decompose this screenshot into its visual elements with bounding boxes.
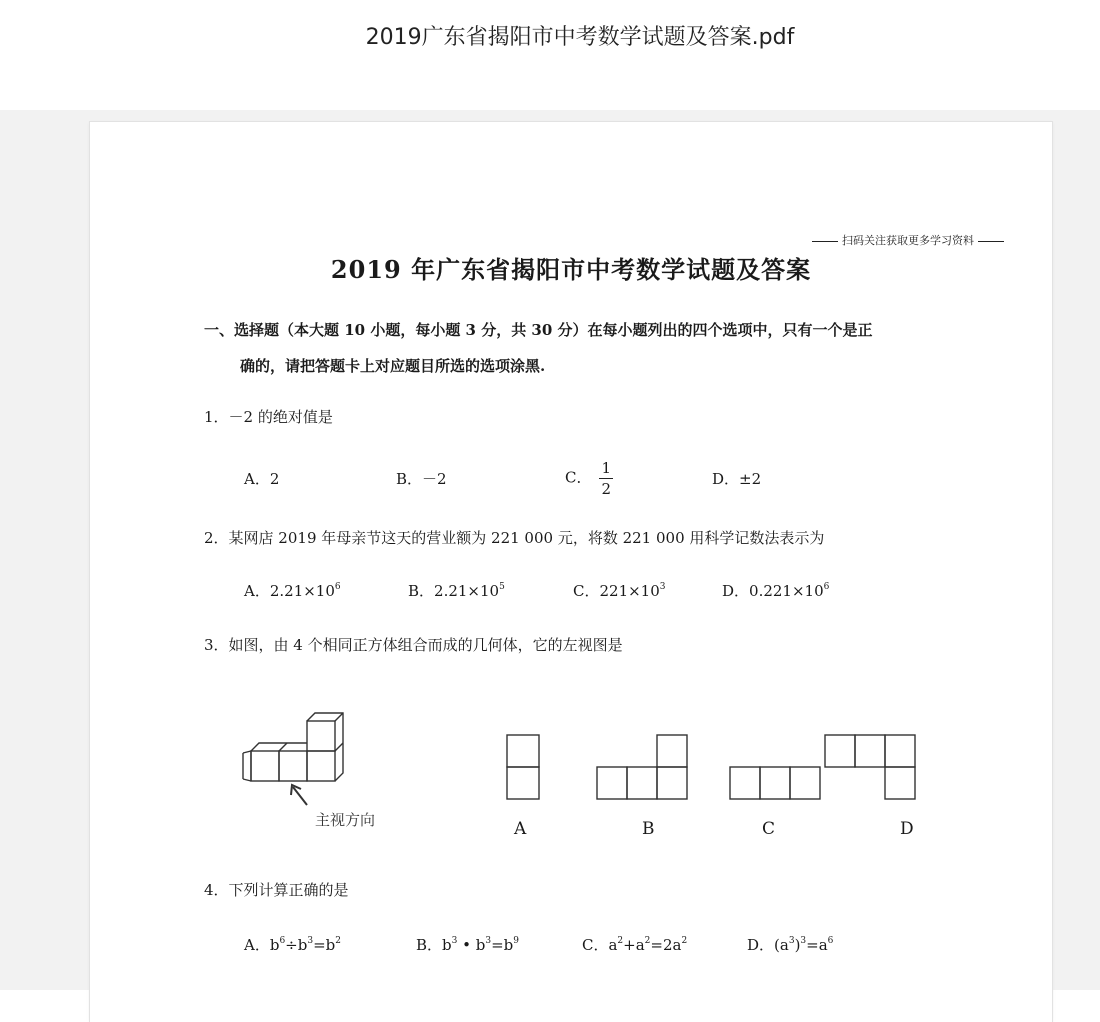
question-3: 3．如图，由 4 个相同正方体组合而成的几何体，它的左视图是 (204, 636, 623, 654)
dash-left (812, 241, 838, 242)
question-2: 2．某网店 2019 年母亲节这天的营业额为 221 000 元，将数 221 000 用科学记数法表示为 (204, 529, 825, 547)
viewer-header (0, 0, 1100, 110)
document-title: 2019广东省揭阳市中考数学试题及答案.pdf (365, 25, 795, 50)
figure-label-c: C (762, 819, 776, 839)
fraction: $\frac{1}{2}$ (601, 459, 612, 498)
q2-option-a: A．$2.21\times 10^6$ (244, 582, 341, 600)
q4-option-d: D．$(a^3)^3=a^6$ (747, 936, 834, 954)
q1-option-a: A．2 (244, 470, 280, 488)
figure-label-a: A (514, 819, 527, 839)
paper-title: 2019 年广东省揭阳市中考数学试题及答案 (330, 255, 812, 284)
dash-right (978, 241, 1004, 242)
scan-note: 扫码关注获取更多学习资料 (808, 232, 1008, 248)
front-view-caption: 主视方向 (315, 811, 376, 829)
section-heading (204, 312, 964, 384)
pdf-viewer[interactable] (0, 110, 1100, 990)
q2-option-b: B．$2.21\times 10^5$ (408, 582, 505, 600)
section-line-1: 一、选择题（本大题 10 小题，每小题 3 分，共 30 分）在每小题列出的四个选项中，只有一个是正 (204, 321, 873, 339)
q1-option-b: B．－2 (396, 470, 447, 488)
q2-option-d: D．$0.221\times 10^6$ (722, 582, 830, 600)
question-4: 4．下列计算正确的是 (204, 881, 349, 899)
section-line-2: 确的，请把答题卡上对应题目所选的选项涂黑. (240, 357, 546, 375)
question-1: 1．－2 的绝对值是 (204, 408, 333, 426)
figure-label-b: B (642, 819, 655, 839)
pdf-page (90, 122, 1052, 1022)
q1-option-c: C． $\frac{1}{2}$ (565, 459, 612, 498)
q2-option-c: C．$221\times 10^3$ (573, 582, 666, 600)
q1-option-d: D．±2 (712, 470, 762, 488)
q4-option-c: C．$a^2+a^2=2a^2$ (582, 936, 688, 954)
q4-option-a: A．$b^6\div b^3=b^2$ (244, 936, 341, 954)
q4-option-b: B．$b^3$ • $b^3=b^9$ (416, 936, 520, 954)
question-3-figure (235, 697, 935, 837)
figure-label-d: D (900, 819, 914, 839)
